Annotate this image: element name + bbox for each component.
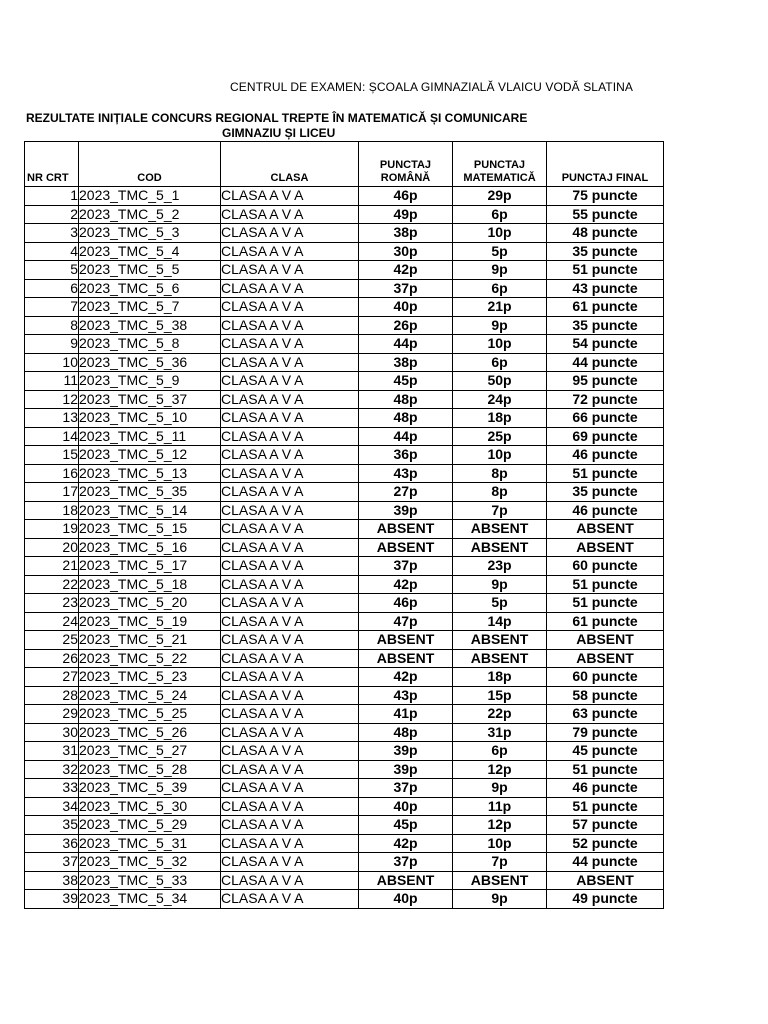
table-row	[25, 686, 664, 705]
cell-clasa: CLASA A V A	[221, 261, 359, 280]
cell-cod: 2023_TMC_5_8	[79, 335, 221, 354]
table-row	[25, 705, 664, 724]
cell-cod: 2023_TMC_5_9	[79, 372, 221, 391]
cell-punctaj-matematica: 11p	[453, 797, 547, 816]
table-row	[25, 890, 664, 909]
cell-punctaj-final: 51 puncte	[547, 575, 664, 594]
table-row	[25, 353, 664, 372]
cell-punctaj-romana: 46p	[359, 594, 453, 613]
cell-cod: 2023_TMC_5_4	[79, 242, 221, 261]
column-header-clasa: CLASA	[221, 142, 359, 187]
cell-nr-crt: 18	[25, 501, 79, 520]
cell-nr-crt: 28	[25, 686, 79, 705]
cell-cod: 2023_TMC_5_35	[79, 483, 221, 502]
cell-punctaj-romana: 37p	[359, 779, 453, 798]
cell-punctaj-final: 58 puncte	[547, 686, 664, 705]
cell-punctaj-romana: ABSENT	[359, 631, 453, 650]
cell-clasa: CLASA A V A	[221, 501, 359, 520]
cell-clasa: CLASA A V A	[221, 797, 359, 816]
cell-clasa: CLASA A V A	[221, 816, 359, 835]
cell-nr-crt: 1	[25, 187, 79, 206]
document-title: REZULTATE INIȚIALE CONCURS REGIONAL TREPTE ÎN MATEMATICĂ ȘI COMUNICARE	[26, 111, 528, 125]
cell-cod: 2023_TMC_5_15	[79, 520, 221, 539]
cell-punctaj-matematica: 31p	[453, 723, 547, 742]
cell-punctaj-romana: 48p	[359, 723, 453, 742]
header-row	[25, 142, 664, 187]
cell-cod: 2023_TMC_5_5	[79, 261, 221, 280]
cell-punctaj-romana: 37p	[359, 279, 453, 298]
cell-punctaj-romana: 40p	[359, 890, 453, 909]
table-row	[25, 446, 664, 465]
cell-punctaj-matematica: 7p	[453, 501, 547, 520]
table-row	[25, 834, 664, 853]
cell-cod: 2023_TMC_5_27	[79, 742, 221, 761]
cell-punctaj-matematica: 6p	[453, 279, 547, 298]
table-row	[25, 464, 664, 483]
cell-cod: 2023_TMC_5_28	[79, 760, 221, 779]
column-header-nr-crt: NR CRT	[25, 142, 79, 187]
cell-punctaj-final: 63 puncte	[547, 705, 664, 724]
cell-punctaj-final: 48 puncte	[547, 224, 664, 243]
cell-punctaj-romana: 41p	[359, 705, 453, 724]
cell-punctaj-romana: ABSENT	[359, 649, 453, 668]
cell-clasa: CLASA A V A	[221, 686, 359, 705]
cell-punctaj-romana: 36p	[359, 446, 453, 465]
table-row	[25, 187, 664, 206]
cell-nr-crt: 15	[25, 446, 79, 465]
cell-punctaj-final: ABSENT	[547, 520, 664, 539]
cell-cod: 2023_TMC_5_37	[79, 390, 221, 409]
cell-punctaj-matematica: ABSENT	[453, 538, 547, 557]
cell-punctaj-matematica: 12p	[453, 760, 547, 779]
cell-cod: 2023_TMC_5_38	[79, 316, 221, 335]
cell-cod: 2023_TMC_5_22	[79, 649, 221, 668]
table-row	[25, 594, 664, 613]
cell-cod: 2023_TMC_5_23	[79, 668, 221, 687]
cell-punctaj-romana: 42p	[359, 668, 453, 687]
cell-clasa: CLASA A V A	[221, 871, 359, 890]
cell-punctaj-romana: 44p	[359, 427, 453, 446]
cell-punctaj-romana: 44p	[359, 335, 453, 354]
cell-punctaj-romana: 49p	[359, 205, 453, 224]
cell-clasa: CLASA A V A	[221, 723, 359, 742]
cell-clasa: CLASA A V A	[221, 834, 359, 853]
cell-clasa: CLASA A V A	[221, 631, 359, 650]
cell-clasa: CLASA A V A	[221, 427, 359, 446]
cell-nr-crt: 14	[25, 427, 79, 446]
cell-punctaj-romana: ABSENT	[359, 871, 453, 890]
cell-clasa: CLASA A V A	[221, 557, 359, 576]
cell-punctaj-matematica: 18p	[453, 668, 547, 687]
cell-punctaj-final: ABSENT	[547, 538, 664, 557]
cell-punctaj-final: 35 puncte	[547, 483, 664, 502]
cell-punctaj-matematica: 12p	[453, 816, 547, 835]
cell-nr-crt: 23	[25, 594, 79, 613]
cell-cod: 2023_TMC_5_36	[79, 353, 221, 372]
cell-punctaj-romana: 47p	[359, 612, 453, 631]
table-row	[25, 483, 664, 502]
cell-clasa: CLASA A V A	[221, 279, 359, 298]
cell-punctaj-matematica: 6p	[453, 742, 547, 761]
table-row	[25, 668, 664, 687]
cell-punctaj-matematica: 24p	[453, 390, 547, 409]
cell-nr-crt: 16	[25, 464, 79, 483]
cell-punctaj-matematica: ABSENT	[453, 871, 547, 890]
cell-nr-crt: 24	[25, 612, 79, 631]
cell-punctaj-final: 60 puncte	[547, 668, 664, 687]
cell-nr-crt: 38	[25, 871, 79, 890]
cell-punctaj-matematica: 15p	[453, 686, 547, 705]
cell-nr-crt: 17	[25, 483, 79, 502]
cell-nr-crt: 2	[25, 205, 79, 224]
cell-nr-crt: 3	[25, 224, 79, 243]
table-row	[25, 742, 664, 761]
cell-punctaj-matematica: 23p	[453, 557, 547, 576]
cell-punctaj-matematica: 10p	[453, 446, 547, 465]
document-subtitle: GIMNAZIU ȘI LICEU	[222, 126, 336, 140]
exam-center-header: CENTRUL DE EXAMEN: ȘCOALA GIMNAZIALĂ VLAICU VODĂ SLATINA	[230, 80, 634, 94]
cell-cod: 2023_TMC_5_13	[79, 464, 221, 483]
cell-punctaj-final: 43 puncte	[547, 279, 664, 298]
cell-punctaj-final: 35 puncte	[547, 242, 664, 261]
cell-clasa: CLASA A V A	[221, 298, 359, 317]
cell-punctaj-final: 46 puncte	[547, 779, 664, 798]
cell-nr-crt: 7	[25, 298, 79, 317]
cell-punctaj-romana: 42p	[359, 834, 453, 853]
cell-punctaj-final: 95 puncte	[547, 372, 664, 391]
cell-punctaj-romana: 48p	[359, 409, 453, 428]
cell-cod: 2023_TMC_5_12	[79, 446, 221, 465]
cell-punctaj-final: 51 puncte	[547, 797, 664, 816]
table-row	[25, 390, 664, 409]
cell-nr-crt: 27	[25, 668, 79, 687]
cell-clasa: CLASA A V A	[221, 205, 359, 224]
cell-punctaj-matematica: 10p	[453, 834, 547, 853]
results-table-header	[25, 142, 664, 187]
cell-nr-crt: 33	[25, 779, 79, 798]
cell-punctaj-final: 35 puncte	[547, 316, 664, 335]
cell-punctaj-romana: ABSENT	[359, 520, 453, 539]
cell-punctaj-final: 75 puncte	[547, 187, 664, 206]
cell-cod: 2023_TMC_5_2	[79, 205, 221, 224]
cell-cod: 2023_TMC_5_33	[79, 871, 221, 890]
cell-nr-crt: 26	[25, 649, 79, 668]
cell-nr-crt: 12	[25, 390, 79, 409]
cell-punctaj-matematica: 5p	[453, 242, 547, 261]
table-row	[25, 779, 664, 798]
cell-cod: 2023_TMC_5_16	[79, 538, 221, 557]
table-row	[25, 261, 664, 280]
table-row	[25, 224, 664, 243]
cell-punctaj-matematica: 9p	[453, 575, 547, 594]
table-row	[25, 205, 664, 224]
cell-nr-crt: 13	[25, 409, 79, 428]
cell-nr-crt: 21	[25, 557, 79, 576]
results-table-body	[25, 187, 664, 909]
results-table	[24, 141, 664, 909]
cell-punctaj-matematica: 6p	[453, 205, 547, 224]
table-row	[25, 316, 664, 335]
cell-cod: 2023_TMC_5_30	[79, 797, 221, 816]
table-row	[25, 871, 664, 890]
cell-cod: 2023_TMC_5_26	[79, 723, 221, 742]
table-row	[25, 797, 664, 816]
cell-punctaj-matematica: ABSENT	[453, 649, 547, 668]
cell-nr-crt: 5	[25, 261, 79, 280]
cell-punctaj-final: 45 puncte	[547, 742, 664, 761]
cell-punctaj-matematica: 7p	[453, 853, 547, 872]
cell-punctaj-final: 61 puncte	[547, 612, 664, 631]
cell-cod: 2023_TMC_5_19	[79, 612, 221, 631]
table-row	[25, 853, 664, 872]
cell-punctaj-matematica: 29p	[453, 187, 547, 206]
cell-punctaj-final: 51 puncte	[547, 594, 664, 613]
cell-punctaj-romana: 38p	[359, 224, 453, 243]
cell-punctaj-final: 72 puncte	[547, 390, 664, 409]
cell-cod: 2023_TMC_5_20	[79, 594, 221, 613]
cell-nr-crt: 10	[25, 353, 79, 372]
cell-clasa: CLASA A V A	[221, 890, 359, 909]
cell-nr-crt: 25	[25, 631, 79, 650]
cell-clasa: CLASA A V A	[221, 779, 359, 798]
cell-cod: 2023_TMC_5_21	[79, 631, 221, 650]
table-row	[25, 575, 664, 594]
cell-clasa: CLASA A V A	[221, 372, 359, 391]
cell-punctaj-romana: 27p	[359, 483, 453, 502]
cell-nr-crt: 30	[25, 723, 79, 742]
table-row	[25, 409, 664, 428]
cell-nr-crt: 11	[25, 372, 79, 391]
cell-clasa: CLASA A V A	[221, 242, 359, 261]
cell-punctaj-romana: 45p	[359, 372, 453, 391]
cell-nr-crt: 29	[25, 705, 79, 724]
cell-clasa: CLASA A V A	[221, 446, 359, 465]
cell-cod: 2023_TMC_5_10	[79, 409, 221, 428]
cell-punctaj-romana: 43p	[359, 464, 453, 483]
cell-cod: 2023_TMC_5_17	[79, 557, 221, 576]
column-header-punctaj-final: PUNCTAJ FINAL	[547, 142, 664, 187]
cell-punctaj-matematica: 9p	[453, 261, 547, 280]
cell-punctaj-final: 69 puncte	[547, 427, 664, 446]
cell-nr-crt: 37	[25, 853, 79, 872]
column-header-punctaj-romana: PUNCTAJ ROMÂNĂ	[359, 142, 453, 187]
cell-punctaj-final: 49 puncte	[547, 890, 664, 909]
cell-nr-crt: 35	[25, 816, 79, 835]
cell-nr-crt: 34	[25, 797, 79, 816]
cell-punctaj-matematica: 22p	[453, 705, 547, 724]
cell-punctaj-romana: 45p	[359, 816, 453, 835]
cell-cod: 2023_TMC_5_31	[79, 834, 221, 853]
cell-punctaj-matematica: 18p	[453, 409, 547, 428]
table-row	[25, 538, 664, 557]
cell-clasa: CLASA A V A	[221, 538, 359, 557]
cell-punctaj-matematica: 50p	[453, 372, 547, 391]
cell-punctaj-matematica: 9p	[453, 890, 547, 909]
cell-punctaj-romana: ABSENT	[359, 538, 453, 557]
cell-punctaj-final: 51 puncte	[547, 760, 664, 779]
cell-punctaj-final: ABSENT	[547, 871, 664, 890]
cell-punctaj-final: ABSENT	[547, 631, 664, 650]
cell-punctaj-romana: 46p	[359, 187, 453, 206]
table-row	[25, 649, 664, 668]
cell-cod: 2023_TMC_5_1	[79, 187, 221, 206]
cell-cod: 2023_TMC_5_14	[79, 501, 221, 520]
cell-punctaj-matematica: ABSENT	[453, 631, 547, 650]
cell-punctaj-final: 55 puncte	[547, 205, 664, 224]
cell-punctaj-final: 44 puncte	[547, 353, 664, 372]
cell-clasa: CLASA A V A	[221, 483, 359, 502]
cell-cod: 2023_TMC_5_7	[79, 298, 221, 317]
cell-punctaj-matematica: 25p	[453, 427, 547, 446]
cell-punctaj-matematica: 6p	[453, 353, 547, 372]
table-row	[25, 612, 664, 631]
table-row	[25, 520, 664, 539]
cell-punctaj-final: 60 puncte	[547, 557, 664, 576]
cell-clasa: CLASA A V A	[221, 464, 359, 483]
cell-clasa: CLASA A V A	[221, 760, 359, 779]
cell-punctaj-matematica: 8p	[453, 483, 547, 502]
table-row	[25, 298, 664, 317]
cell-punctaj-matematica: 5p	[453, 594, 547, 613]
cell-clasa: CLASA A V A	[221, 668, 359, 687]
cell-punctaj-romana: 39p	[359, 760, 453, 779]
cell-clasa: CLASA A V A	[221, 316, 359, 335]
cell-nr-crt: 19	[25, 520, 79, 539]
cell-clasa: CLASA A V A	[221, 594, 359, 613]
table-row	[25, 816, 664, 835]
cell-cod: 2023_TMC_5_25	[79, 705, 221, 724]
cell-clasa: CLASA A V A	[221, 612, 359, 631]
cell-nr-crt: 4	[25, 242, 79, 261]
cell-punctaj-romana: 39p	[359, 742, 453, 761]
cell-punctaj-final: 46 puncte	[547, 501, 664, 520]
cell-punctaj-romana: 37p	[359, 853, 453, 872]
cell-punctaj-matematica: 9p	[453, 316, 547, 335]
cell-cod: 2023_TMC_5_32	[79, 853, 221, 872]
table-row	[25, 279, 664, 298]
table-row	[25, 242, 664, 261]
table-row	[25, 427, 664, 446]
cell-clasa: CLASA A V A	[221, 705, 359, 724]
cell-nr-crt: 32	[25, 760, 79, 779]
cell-clasa: CLASA A V A	[221, 409, 359, 428]
cell-punctaj-romana: 48p	[359, 390, 453, 409]
table-row	[25, 557, 664, 576]
cell-clasa: CLASA A V A	[221, 853, 359, 872]
cell-cod: 2023_TMC_5_18	[79, 575, 221, 594]
cell-punctaj-matematica: 14p	[453, 612, 547, 631]
cell-punctaj-final: ABSENT	[547, 649, 664, 668]
column-header-punctaj-matematica: PUNCTAJ MATEMATICĂ	[453, 142, 547, 187]
cell-punctaj-final: 51 puncte	[547, 464, 664, 483]
cell-punctaj-final: 44 puncte	[547, 853, 664, 872]
table-row	[25, 335, 664, 354]
cell-punctaj-final: 57 puncte	[547, 816, 664, 835]
cell-clasa: CLASA A V A	[221, 224, 359, 243]
cell-clasa: CLASA A V A	[221, 353, 359, 372]
table-row	[25, 631, 664, 650]
cell-punctaj-romana: 30p	[359, 242, 453, 261]
cell-clasa: CLASA A V A	[221, 390, 359, 409]
cell-cod: 2023_TMC_5_3	[79, 224, 221, 243]
cell-nr-crt: 9	[25, 335, 79, 354]
cell-punctaj-matematica: 21p	[453, 298, 547, 317]
cell-cod: 2023_TMC_5_11	[79, 427, 221, 446]
cell-punctaj-romana: 43p	[359, 686, 453, 705]
cell-cod: 2023_TMC_5_6	[79, 279, 221, 298]
cell-punctaj-romana: 40p	[359, 298, 453, 317]
cell-punctaj-final: 51 puncte	[547, 261, 664, 280]
cell-punctaj-matematica: 8p	[453, 464, 547, 483]
cell-nr-crt: 39	[25, 890, 79, 909]
table-row	[25, 501, 664, 520]
table-row	[25, 723, 664, 742]
cell-punctaj-romana: 26p	[359, 316, 453, 335]
cell-cod: 2023_TMC_5_34	[79, 890, 221, 909]
cell-cod: 2023_TMC_5_29	[79, 816, 221, 835]
cell-punctaj-final: 79 puncte	[547, 723, 664, 742]
cell-clasa: CLASA A V A	[221, 649, 359, 668]
column-header-cod: COD	[79, 142, 221, 187]
cell-nr-crt: 36	[25, 834, 79, 853]
cell-punctaj-romana: 42p	[359, 261, 453, 280]
cell-punctaj-matematica: 9p	[453, 779, 547, 798]
cell-cod: 2023_TMC_5_24	[79, 686, 221, 705]
cell-punctaj-final: 61 puncte	[547, 298, 664, 317]
cell-punctaj-final: 66 puncte	[547, 409, 664, 428]
cell-clasa: CLASA A V A	[221, 520, 359, 539]
table-row	[25, 372, 664, 391]
cell-punctaj-romana: 42p	[359, 575, 453, 594]
cell-punctaj-matematica: ABSENT	[453, 520, 547, 539]
cell-nr-crt: 31	[25, 742, 79, 761]
cell-punctaj-romana: 38p	[359, 353, 453, 372]
cell-nr-crt: 20	[25, 538, 79, 557]
cell-punctaj-final: 54 puncte	[547, 335, 664, 354]
cell-punctaj-final: 46 puncte	[547, 446, 664, 465]
cell-clasa: CLASA A V A	[221, 335, 359, 354]
cell-punctaj-final: 52 puncte	[547, 834, 664, 853]
cell-clasa: CLASA A V A	[221, 187, 359, 206]
cell-punctaj-romana: 39p	[359, 501, 453, 520]
cell-clasa: CLASA A V A	[221, 742, 359, 761]
cell-cod: 2023_TMC_5_39	[79, 779, 221, 798]
cell-punctaj-matematica: 10p	[453, 224, 547, 243]
cell-nr-crt: 8	[25, 316, 79, 335]
cell-nr-crt: 6	[25, 279, 79, 298]
table-row	[25, 760, 664, 779]
cell-clasa: CLASA A V A	[221, 575, 359, 594]
cell-punctaj-romana: 40p	[359, 797, 453, 816]
cell-nr-crt: 22	[25, 575, 79, 594]
cell-punctaj-matematica: 10p	[453, 335, 547, 354]
cell-punctaj-romana: 37p	[359, 557, 453, 576]
